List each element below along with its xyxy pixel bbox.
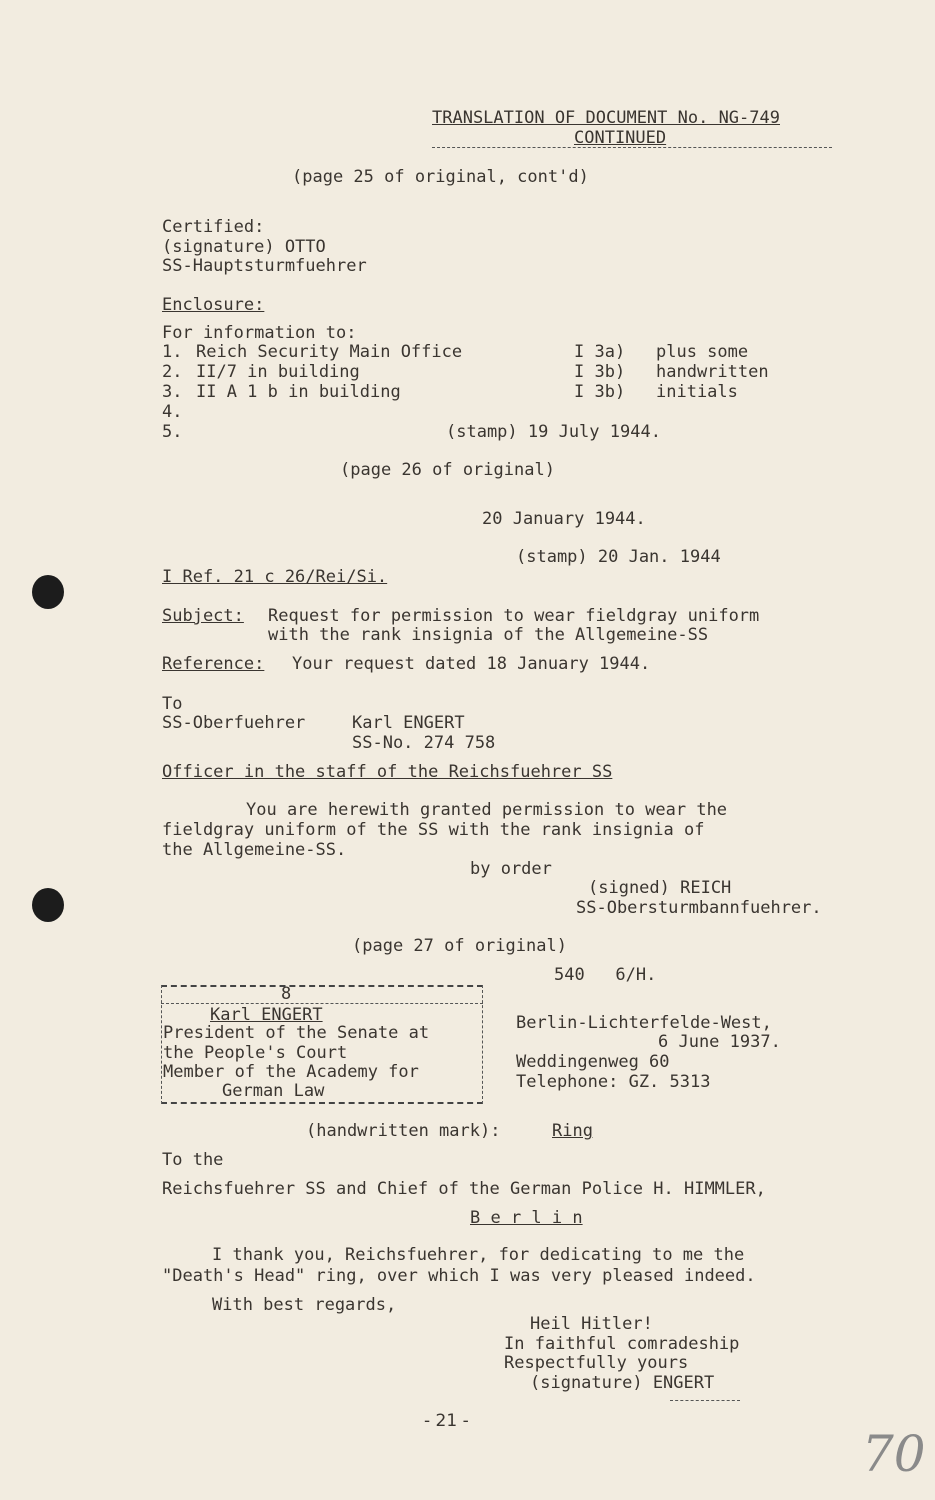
- letter-body: "Death's Head" ring, over which I was very pleased indeed.: [162, 1266, 756, 1286]
- enclosure-item-code: I 3b): [574, 362, 626, 382]
- document-title: TRANSLATION OF DOCUMENT No. NG-749: [432, 108, 780, 128]
- enclosure-item-code: I 3b): [574, 382, 626, 402]
- enclosure-item-text: II A 1 b in building: [196, 382, 401, 402]
- body-text: fieldgray uniform of the SS with the rank insignia of: [162, 820, 705, 840]
- enclosure-note: handwritten: [656, 362, 769, 382]
- punch-hole-top: [32, 575, 64, 609]
- letterhead-name: Karl ENGERT: [210, 1005, 323, 1025]
- regards: With best regards,: [212, 1295, 397, 1315]
- body-text: the Allgemeine-SS.: [162, 840, 347, 860]
- enclosure-note: plus some: [656, 342, 749, 362]
- enclosure-item-num: 1.: [162, 342, 183, 362]
- certified-rank: SS-Hauptsturmfuehrer: [162, 256, 367, 276]
- document-title-continued: CONTINUED: [574, 128, 667, 148]
- address-line: Berlin-Lichterfelde-West,: [516, 1013, 772, 1033]
- closing-line: In faithful comradeship: [504, 1334, 740, 1354]
- received-stamp: (stamp) 20 Jan. 1944: [516, 547, 721, 567]
- page25-note: (page 25 of original, cont'd): [292, 167, 589, 187]
- handwritten-page-number: 70: [862, 1425, 926, 1483]
- recipient-number: SS-No. 274 758: [352, 733, 496, 753]
- handwritten-mark: Ring: [552, 1121, 593, 1141]
- title-rule: [432, 147, 832, 148]
- enclosure-item-text: II/7 in building: [196, 362, 360, 382]
- handwritten-mark-label: (handwritten mark):: [306, 1121, 501, 1141]
- enclosure-note: initials: [656, 382, 738, 402]
- city: B e r l i n: [470, 1208, 583, 1228]
- page-number: - 21 -: [424, 1411, 469, 1431]
- reference-label: Reference:: [162, 654, 265, 674]
- certified-signature: (signature) OTTO: [162, 237, 326, 257]
- enclosure-stamp: (stamp) 19 July 1944.: [446, 422, 661, 442]
- signed-name: (signed) REICH: [588, 878, 732, 898]
- reference-number: I Ref. 21 c 26/Rei/Si.: [162, 567, 388, 587]
- page27-note: (page 27 of original): [352, 936, 567, 956]
- reference-text: Your request dated 18 January 1944.: [292, 654, 651, 674]
- enclosure-item-num: 5.: [162, 422, 183, 442]
- enclosure-item-text: Reich Security Main Office: [196, 342, 463, 362]
- recipient-office: Officer in the staff of the Reichsfuehrer SS: [162, 762, 613, 782]
- addressee: Reichsfuehrer SS and Chief of the German Police H. HIMMLER,: [162, 1179, 766, 1199]
- address-date: 6 June 1937.: [658, 1032, 781, 1052]
- recipient-rank: SS-Oberfuehrer: [162, 713, 306, 733]
- closing-signature: (signature) ENGERT: [530, 1373, 715, 1393]
- signer-rank: SS-Obersturmbannfuehrer.: [576, 898, 822, 918]
- signature-rule: [670, 1400, 740, 1401]
- enclosure-label: Enclosure:: [162, 295, 265, 315]
- enclosure-item-code: I 3a): [574, 342, 626, 362]
- address-line: Telephone: GZ. 5313: [516, 1072, 711, 1092]
- subject-text: Request for permission to wear fieldgray uniform: [268, 606, 760, 626]
- body-text: You are herewith granted permission to wear the: [246, 800, 728, 820]
- subject-label: Subject:: [162, 606, 244, 626]
- letterhead-line: the People's Court: [163, 1043, 348, 1063]
- by-order: by order: [470, 859, 552, 879]
- enclosure-item-num: 3.: [162, 382, 183, 402]
- closing-line: Respectfully yours: [504, 1353, 689, 1373]
- closing-line: Heil Hitler!: [530, 1314, 653, 1334]
- page26-note: (page 26 of original): [340, 460, 555, 480]
- letterhead-line: Member of the Academy for: [163, 1062, 419, 1082]
- letterhead-number: 8: [281, 984, 292, 1004]
- certified-label: Certified:: [162, 217, 265, 237]
- to-label: To: [162, 694, 183, 714]
- subject-text: with the rank insignia of the Allgemeine-SS: [268, 625, 709, 645]
- letter-body: I thank you, Reichsfuehrer, for dedicating to me the: [212, 1245, 745, 1265]
- info-label: For information to:: [162, 323, 357, 343]
- enclosure-item-num: 4.: [162, 402, 183, 422]
- file-number: 540 6/H.: [554, 965, 657, 985]
- to-the-label: To the: [162, 1150, 224, 1170]
- punch-hole-bottom: [32, 888, 64, 922]
- letterhead-line: German Law: [222, 1081, 325, 1101]
- address-line: Weddingenweg 60: [516, 1052, 670, 1072]
- enclosure-item-num: 2.: [162, 362, 183, 382]
- letter-date: 20 January 1944.: [482, 509, 646, 529]
- recipient-name: Karl ENGERT: [352, 713, 465, 733]
- letterhead-line: President of the Senate at: [163, 1023, 430, 1043]
- letterhead-rule: [161, 1003, 483, 1004]
